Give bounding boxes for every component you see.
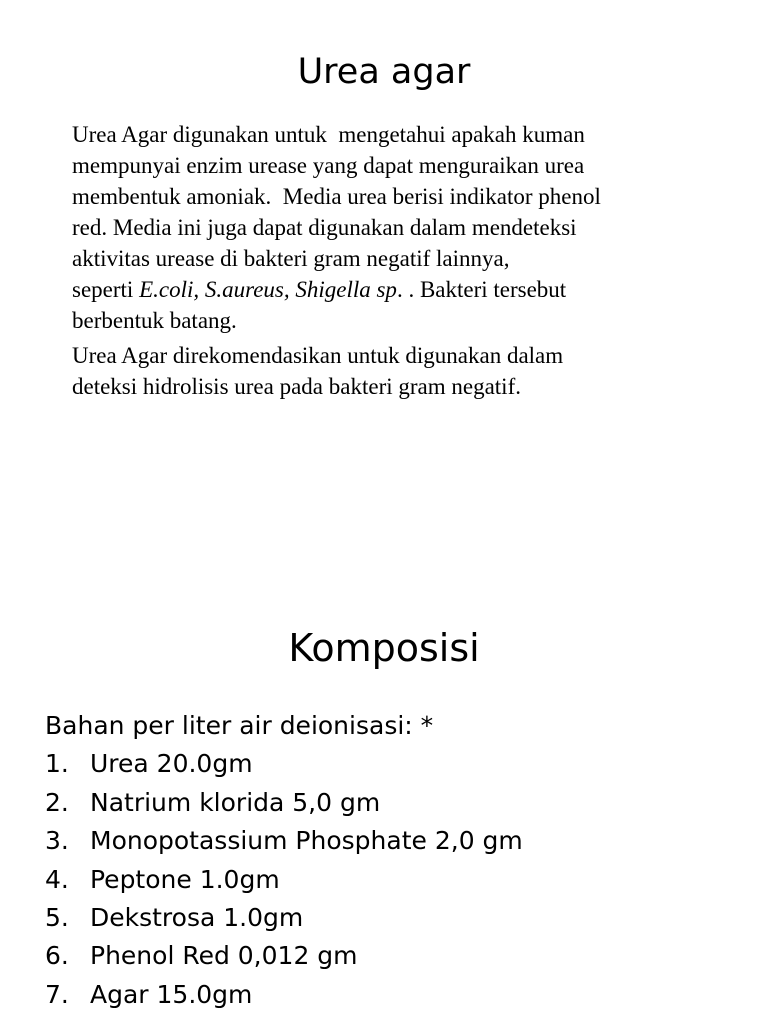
text-suffix: . . Bakteri tersebut bbox=[396, 277, 567, 302]
list-item bbox=[45, 899, 745, 937]
bacteria-examples: E.coli, S.aureus, Shigella sp bbox=[139, 277, 397, 302]
item-number: 7. bbox=[45, 979, 69, 1009]
list-intro: Bahan per liter air deionisasi: * bbox=[45, 711, 434, 740]
item-number: 6. bbox=[45, 941, 69, 971]
text-prefix: seperti bbox=[72, 277, 140, 302]
list-item bbox=[45, 784, 745, 822]
list-item bbox=[45, 937, 745, 975]
text-line: membentuk amoniak. Media urea berisi indikator phenol bbox=[72, 184, 601, 209]
slide-title: Komposisi bbox=[288, 626, 480, 670]
item-number: 4. bbox=[45, 864, 69, 894]
item-text: Monopotassium Phosphate 2,0 gm bbox=[90, 826, 523, 856]
ingredient-list bbox=[45, 745, 745, 1014]
list-item bbox=[45, 822, 745, 860]
text-line-examples bbox=[72, 274, 692, 305]
composition-list bbox=[45, 707, 745, 1014]
paragraph-recommendation bbox=[72, 340, 692, 402]
item-text: Natrium klorida 5,0 gm bbox=[90, 787, 381, 817]
item-number: 1. bbox=[45, 749, 69, 779]
item-text: Phenol Red 0,012 gm bbox=[90, 941, 358, 971]
item-number: 2. bbox=[45, 787, 69, 817]
text-line: deteksi hidrolisis urea pada bakteri gram negatif. bbox=[72, 374, 521, 399]
list-item bbox=[45, 861, 745, 899]
item-number: 3. bbox=[45, 826, 69, 856]
item-text: Peptone 1.0gm bbox=[90, 864, 280, 894]
text-line: Urea Agar digunakan untuk mengetahui apakah kuman bbox=[72, 122, 585, 147]
slide-title: Urea agar bbox=[297, 52, 471, 92]
text-line: aktivitas urease di bakteri gram negatif lainnya, bbox=[72, 246, 510, 271]
paragraph-description bbox=[72, 119, 692, 336]
item-text: Urea 20.0gm bbox=[90, 749, 253, 779]
item-number: 5. bbox=[45, 903, 69, 933]
text-line: berbentuk batang. bbox=[72, 308, 237, 333]
text-line: mempunyai enzim urease yang dapat menguraikan urea bbox=[72, 153, 585, 178]
description-text bbox=[72, 119, 692, 402]
text-line: red. Media ini juga dapat digunakan dalam mendeteksi bbox=[72, 215, 577, 240]
list-item bbox=[45, 745, 745, 783]
item-text: Dekstrosa 1.0gm bbox=[90, 903, 304, 933]
list-item bbox=[45, 976, 745, 1014]
text-line: Urea Agar direkomendasikan untuk digunakan dalam bbox=[72, 343, 564, 368]
item-text: Agar 15.0gm bbox=[90, 979, 253, 1009]
